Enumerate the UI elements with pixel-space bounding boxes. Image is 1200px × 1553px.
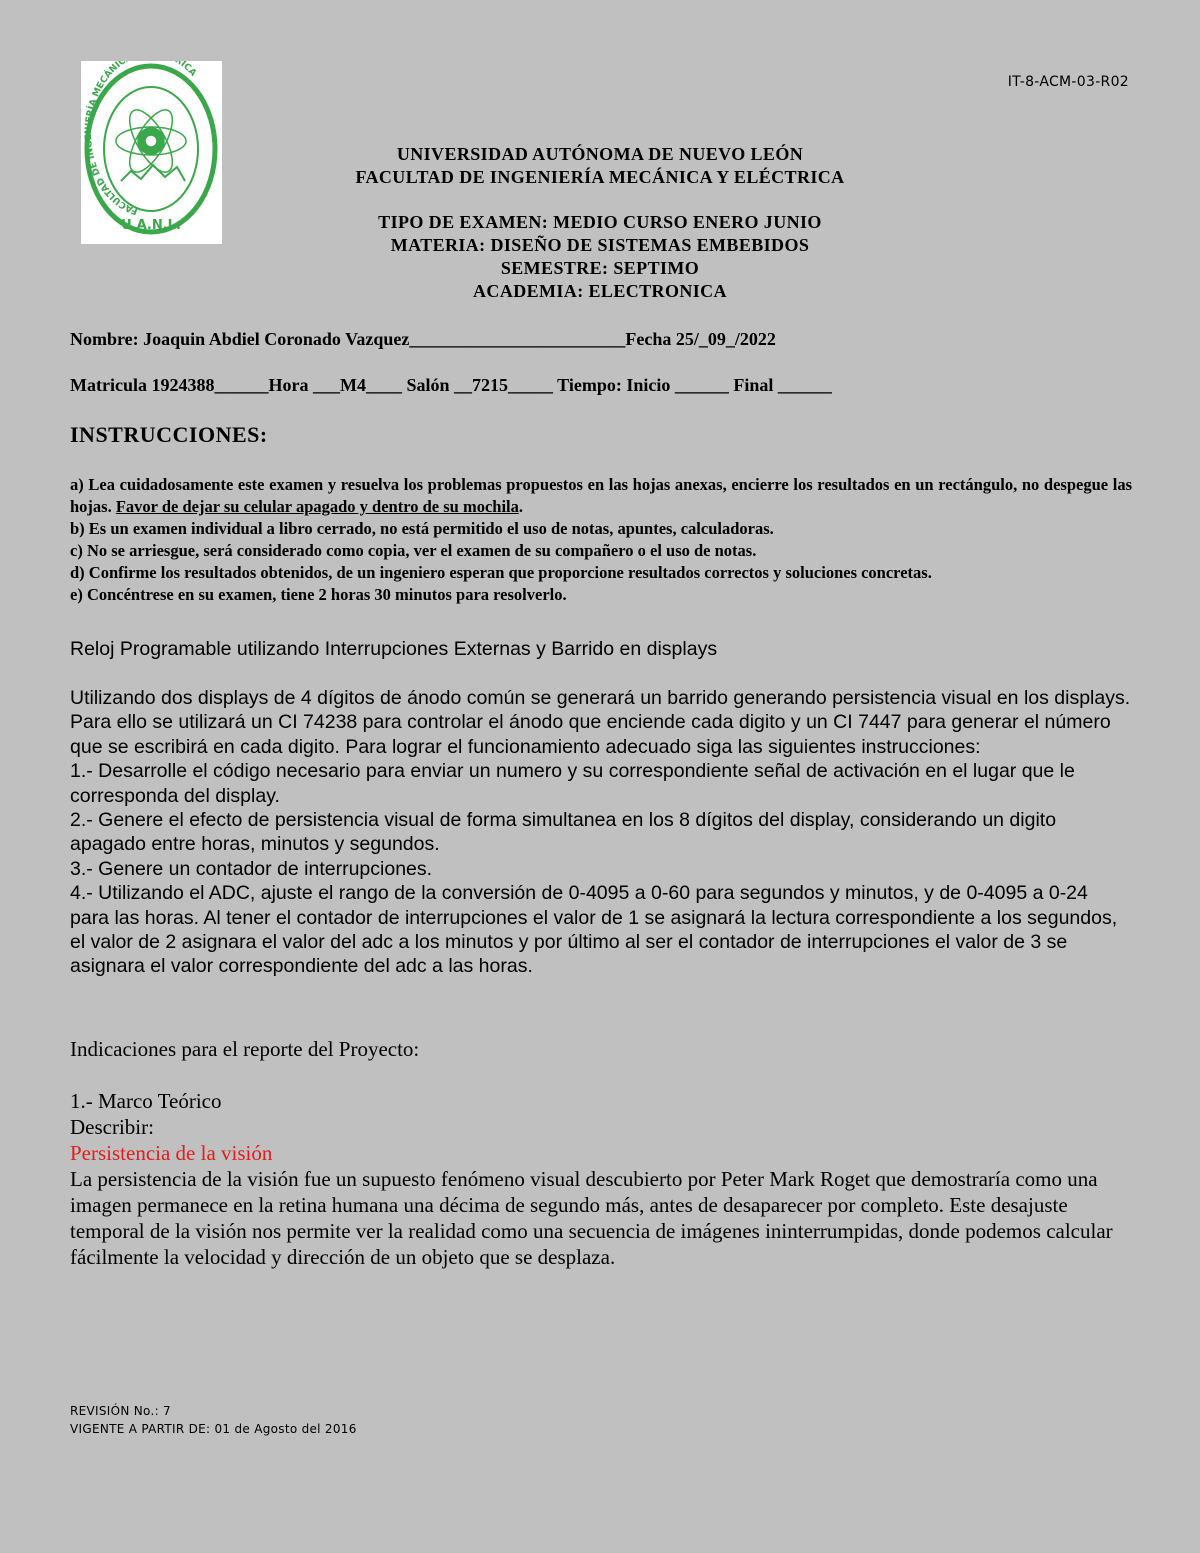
- academy: ACADEMIA: ELECTRONICA: [473, 281, 727, 301]
- problem-step-2: 2.- Genere el efecto de persistencia visual de forma simultanea en los 8 dígitos del display, considerando un digito apagado entre horas, minutos y segundos.: [70, 809, 1057, 856]
- problem-step-4: 4.- Utilizando el ADC, ajuste el rango de la conversión de 0-4095 a 0-60 para segundos y minutos, y de 0-4095 a 0-24 para las horas. Al tener el contador de interrupciones el valor de 1 se asignará la lectura correspondiente a los segundos, el valor de 2 asignara el valor del adc a los minutos y por último al ser el contador de interrupciones el valor de 3 se asignara el valor correspondiente del adc a las horas.: [70, 882, 1118, 978]
- instruction-d: d) Confirme los resultados obtenidos, de un ingeniero esperan que proporcione resultados correctos y soluciones concretas.: [70, 563, 932, 582]
- report-section-1: 1.- Marco Teórico: [70, 1089, 222, 1113]
- document-footer: [70, 1402, 357, 1438]
- valid-from: VIGENTE A PARTIR DE: 01 de Agosto del 2016: [70, 1422, 357, 1436]
- instruction-a-underlined: Favor de dejar su celular apagado y dentro de su mochila: [115, 497, 519, 516]
- exam-type: TIPO DE EXAMEN: MEDIO CURSO ENERO JUNIO: [378, 212, 822, 232]
- problem-title: Reloj Programable utilizando Interrupciones Externas y Barrido en displays: [70, 638, 718, 660]
- report-title: Indicaciones para el reporte del Proyecto:: [70, 1037, 420, 1061]
- instruction-b: b) Es un examen individual a libro cerrado, no está permitido el uso de notas, apuntes, calculadoras.: [70, 519, 774, 538]
- revision-number: REVISIÓN No.: 7: [70, 1404, 171, 1418]
- instructions-title: INSTRUCCIONES:: [70, 422, 268, 447]
- report-topic-text: La persistencia de la visión fue un supuesto fenómeno visual descubierto por Peter Mark Roget que demostraría como una imagen permanece en la retina humana una décima de segundo más, antes de desaparecer por completo. Este desajuste temporal de la visión nos permite ver la realidad como una secuencia de imágenes ininterrumpidas, donde podemos calcular fácilmente la velocidad y dirección de un objeto que se desplaza.: [70, 1167, 1113, 1269]
- problem-intro: Utilizando dos displays de 4 dígitos de ánodo común se generará un barrido generando persistencia visual en los displays. Para ello se utilizará un CI 74238 para controlar el ánodo que enciende cada digito y un CI 7447 para generar el número que se escribirá en cada digito. Para lograr el funcionamiento adecuado siga las siguientes instrucciones:: [70, 687, 1131, 758]
- instruction-a: a) Lea cuidadosamente este examen y resuelva los problemas propuestos en las hojas anexas, encierre los resultados en un rectángulo, no despegue las hojas. Favor de dejar su celular apagado y dentro de su mochila.: [70, 475, 1132, 516]
- student-name-line: Nombre: Joaquin Abdiel Coronado Vazquez________________________Fecha 25/_09_/2022: [70, 329, 776, 349]
- faculty-name: FACULTAD DE INGENIERÍA MECÁNICA Y ELÉCTRICA: [355, 167, 845, 187]
- university-name: UNIVERSIDAD AUTÓNOMA DE NUEVO LEÓN: [396, 144, 804, 164]
- problem-step-3: 3.- Genere un contador de interrupciones.: [70, 857, 433, 880]
- subject: MATERIA: DISEÑO DE SISTEMAS EMBEBIDOS: [390, 235, 810, 255]
- instructions-list: [70, 474, 1132, 606]
- problem-step-1: 1.- Desarrolle el código necesario para enviar un numero y su correspondiente señal de activación en el lugar que le corresponda del display.: [70, 760, 1075, 807]
- student-info-line: Matricula 1924388______Hora ___M4____ Salón __7215_____ Tiempo: Inicio ______ Final ______: [70, 375, 832, 395]
- document-code: IT-8-ACM-03-R02: [1007, 74, 1129, 90]
- semester: SEMESTRE: SEPTIMO: [500, 258, 700, 278]
- svg-text:FACULTAD DE INGENIERÍA MECÁNIC: FACULTAD DE INGENIERÍA MECÁNIC RICA: [83, 61, 198, 216]
- instruction-c: c) No se arriesgue, será considerado como copia, ver el examen de su compañero o el uso de notas.: [70, 541, 757, 560]
- problem-body: [70, 686, 1132, 979]
- report-topic-heading: Persistencia de la visión: [70, 1141, 273, 1165]
- instruction-e: e) Concéntrese en su examen, tiene 2 horas 30 minutos para resolverlo.: [70, 585, 567, 604]
- report-body: [70, 1088, 1135, 1270]
- svg-text:U.A.N.L.: U.A.N.L.: [121, 218, 181, 233]
- report-describe: Describir:: [70, 1115, 154, 1139]
